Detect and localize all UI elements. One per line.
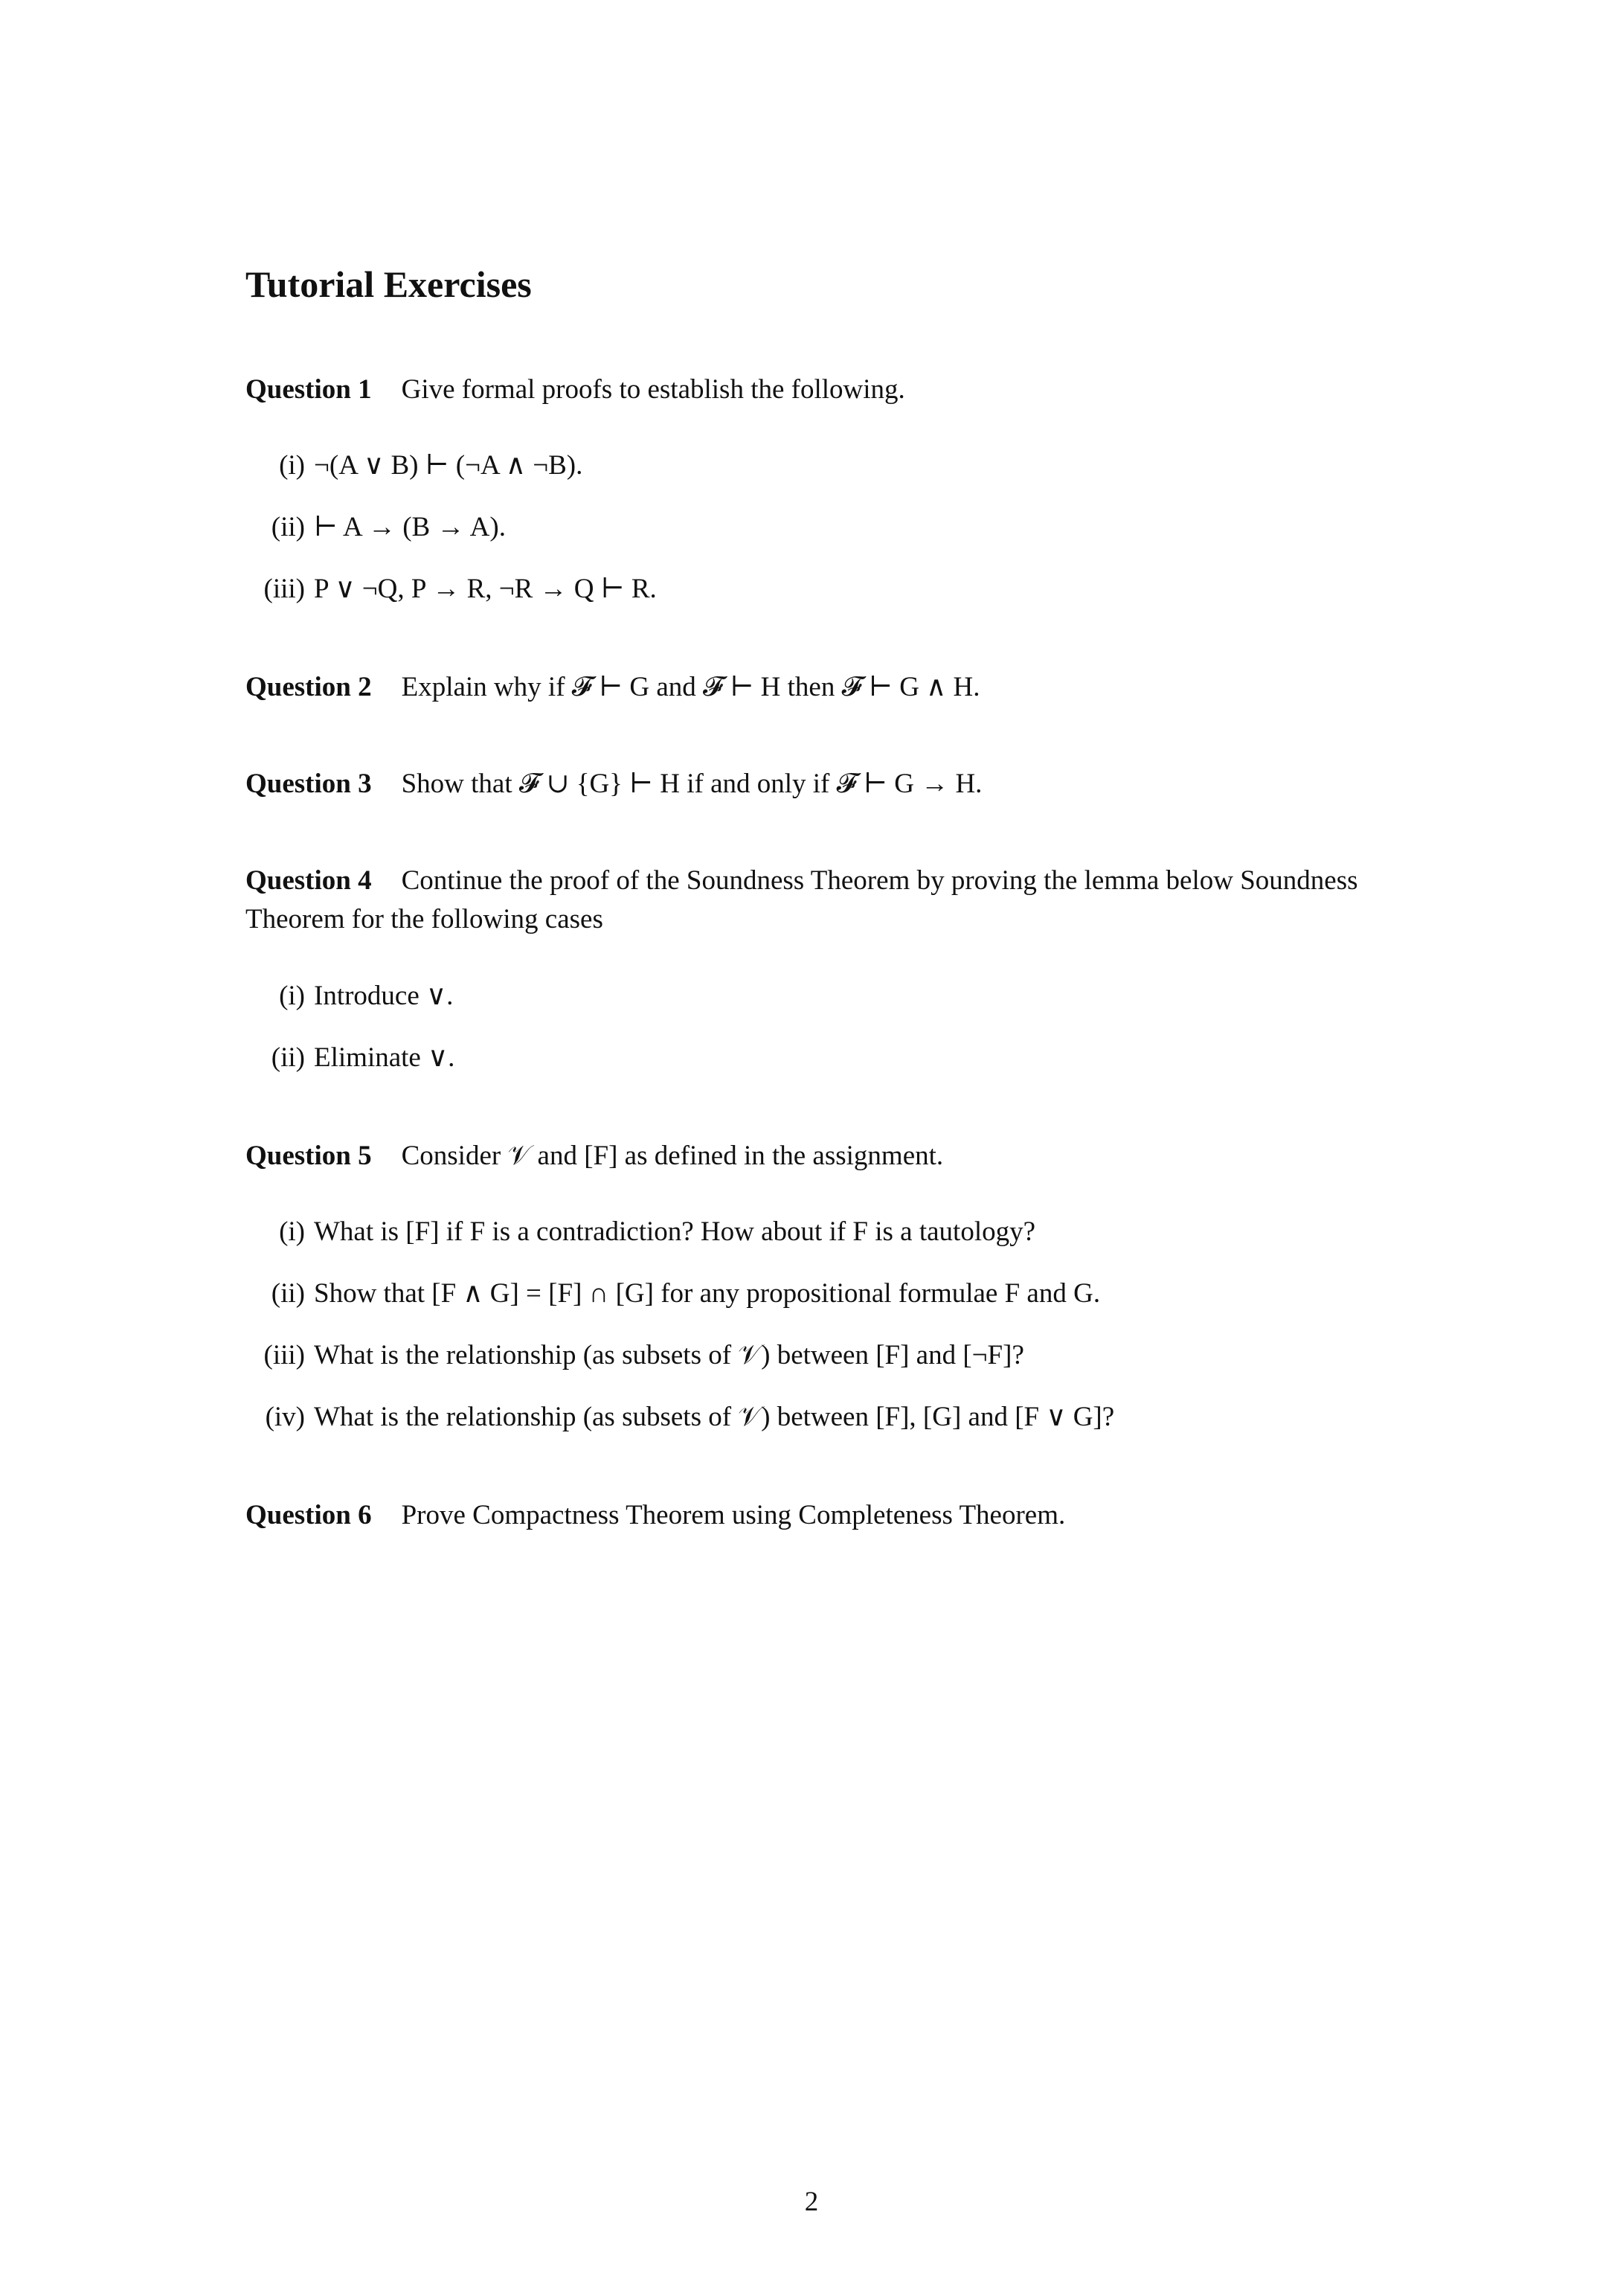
item-number: (ii) [271, 1278, 305, 1309]
question-text: Prove Compactness Theorem using Completeness Theorem. [401, 1500, 1066, 1530]
question-1 [245, 371, 905, 409]
question-text: Explain why if 𝓕 ⊢ G and 𝓕 ⊢ H then 𝓕 ⊢ G ∧ H. [401, 672, 980, 702]
item-text: What is the relationship (as subsets of 𝒱) between [F], [G] and [F ∨ G]? [314, 1402, 1115, 1432]
item-number: (i) [279, 1216, 305, 1247]
item-number: (i) [279, 981, 305, 1011]
list-item [245, 1213, 1035, 1251]
question-text: Consider 𝒱 and [F] as defined in the assignment. [401, 1141, 944, 1171]
item-number: (ii) [271, 512, 305, 542]
item-text: Show that [F ∧ G] = [F] ∩ [G] for any propositional formulae F and G. [314, 1278, 1101, 1309]
list-item [245, 446, 582, 485]
question-text: Give formal proofs to establish the following. [401, 374, 905, 405]
item-number: (iv) [265, 1402, 305, 1432]
question-2 [245, 668, 980, 707]
item-number: (i) [279, 450, 305, 481]
question-6 [245, 1496, 1065, 1535]
question-text: Show that 𝓕 ∪ {G} ⊢ H if and only if 𝓕 ⊢ G → H. [401, 769, 983, 799]
page-number: 2 [804, 2187, 819, 2217]
question-4 [245, 862, 1391, 939]
item-text: Introduce ∨. [314, 981, 454, 1011]
list-item [245, 570, 657, 609]
item-number: (iii) [263, 574, 305, 604]
question-label: Question 5 [245, 1141, 372, 1171]
list-item [245, 1039, 454, 1077]
list-item [245, 1398, 1114, 1437]
item-number: (iii) [263, 1340, 305, 1370]
list-item [245, 977, 453, 1016]
item-number: (ii) [271, 1042, 305, 1073]
question-label: Question 2 [245, 672, 372, 702]
question-5 [245, 1137, 943, 1176]
question-label: Question 3 [245, 769, 372, 799]
question-3 [245, 765, 982, 804]
item-text: ¬(A ∨ B) ⊢ (¬A ∧ ¬B). [314, 450, 583, 481]
question-label: Question 1 [245, 374, 372, 405]
item-text: What is the relationship (as subsets of 𝒱) between [F] and [¬F]? [314, 1340, 1024, 1370]
question-label: Question 6 [245, 1500, 372, 1530]
list-item [245, 508, 506, 547]
question-text: Continue the proof of the Soundness Theorem by proving the lemma below Soundness Theorem for the following cases [245, 865, 1358, 934]
item-text: Eliminate ∨. [314, 1042, 455, 1073]
item-text: What is [F] if F is a contradiction? How about if F is a tautology? [314, 1216, 1036, 1247]
page-title: Tutorial Exercises [245, 263, 532, 305]
question-label: Question 4 [245, 865, 372, 896]
list-item [245, 1274, 1100, 1313]
list-item [245, 1336, 1024, 1375]
item-text: ⊢ A → (B → A). [314, 512, 506, 542]
item-text: P ∨ ¬Q, P → R, ¬R → Q ⊢ R. [314, 574, 657, 604]
